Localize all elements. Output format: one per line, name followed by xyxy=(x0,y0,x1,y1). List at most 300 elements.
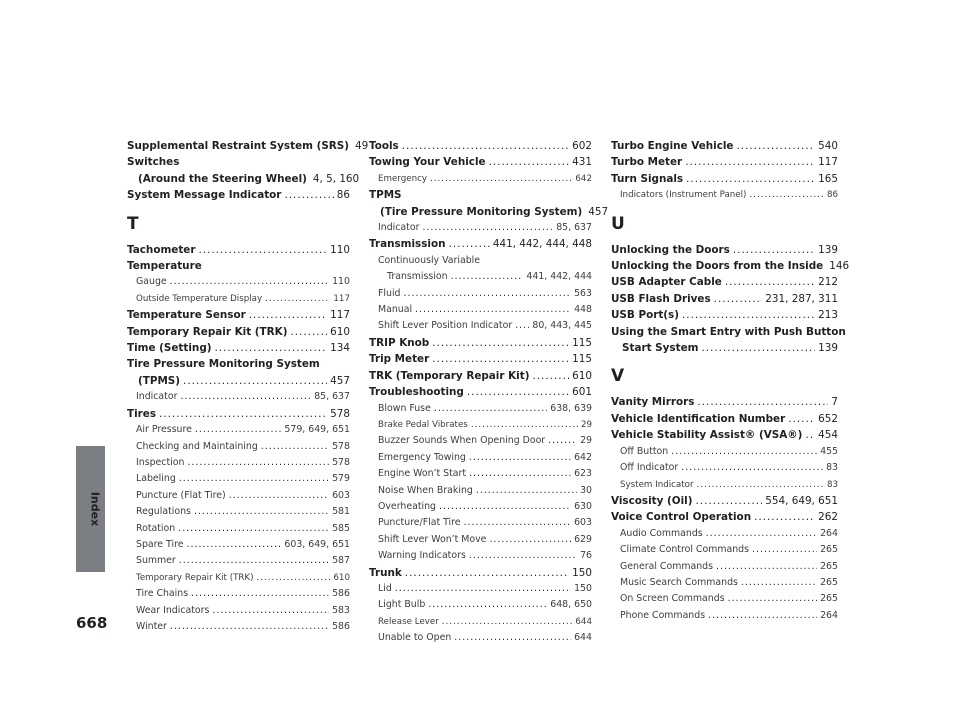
dot-leader xyxy=(257,570,331,586)
index-entry-term: Unlocking the Doors xyxy=(611,243,730,256)
index-entry-pages: 76 xyxy=(580,550,592,562)
index-entry-pages: 265 xyxy=(820,560,838,572)
index-entry-pages: 110 xyxy=(332,276,350,288)
index-entry-pages: 583 xyxy=(332,604,350,616)
dot-leader xyxy=(432,351,569,367)
index-entry-pages: 644 xyxy=(574,632,592,644)
index-entry-pages: 117 xyxy=(333,293,350,304)
index-entry xyxy=(127,324,350,340)
index-entry-pages: 134 xyxy=(330,342,350,355)
index-entry xyxy=(611,291,838,307)
dot-leader xyxy=(805,427,815,443)
index-entry-pages: 441, 442, 444 xyxy=(526,271,592,283)
index-entry-pages: 262 xyxy=(818,511,838,524)
dot-leader xyxy=(532,368,569,384)
index-entry xyxy=(369,154,592,170)
index-entry-pages: 115 xyxy=(572,336,592,349)
index-entry xyxy=(611,307,838,323)
index-entry xyxy=(611,274,838,290)
index-entry-term: On Screen Commands xyxy=(620,593,725,605)
index-entry xyxy=(127,521,350,537)
index-entry xyxy=(127,138,369,154)
index-entry xyxy=(127,307,350,323)
index-entry xyxy=(369,269,592,285)
dot-leader xyxy=(284,187,333,203)
index-entry-term: Unlocking the Doors from the Inside xyxy=(611,260,824,273)
dot-leader xyxy=(469,450,571,466)
index-entry xyxy=(127,356,350,372)
index-entry-term: (Around the Steering Wheel) xyxy=(138,172,307,185)
index-entry-term: Turbo Engine Vehicle xyxy=(611,140,734,152)
index-entry xyxy=(369,138,592,154)
index-entry xyxy=(611,575,838,591)
index-entry xyxy=(127,258,350,274)
index-entry xyxy=(369,614,592,630)
index-entry-pages: 578 xyxy=(330,407,350,420)
index-entry-pages: 265 xyxy=(820,593,838,605)
index-entry-pages: 146 xyxy=(829,260,850,273)
index-entry xyxy=(127,586,350,602)
index-entry xyxy=(127,291,350,307)
index-entry-pages: 117 xyxy=(818,156,838,169)
index-entry-term: Blown Fuse xyxy=(378,402,431,414)
dot-leader xyxy=(183,373,327,389)
dot-leader xyxy=(187,455,329,471)
index-entry xyxy=(127,570,350,586)
index-entry xyxy=(369,204,609,220)
index-entry-term: Air Pressure xyxy=(136,424,192,436)
index-entry-term: Trunk xyxy=(369,566,402,579)
index-entry-term: Audio Commands xyxy=(620,527,703,539)
dot-leader xyxy=(736,138,815,154)
dot-leader xyxy=(404,286,572,302)
index-entry-term: Temperature Sensor xyxy=(127,309,246,322)
index-entry-pages: 150 xyxy=(574,582,592,594)
index-entry-term: Viscosity (Oil) xyxy=(611,494,693,507)
dot-leader xyxy=(716,559,817,575)
index-entry xyxy=(369,384,592,400)
index-entry xyxy=(127,171,360,187)
dot-leader xyxy=(697,394,828,410)
index-entry-term: Off Button xyxy=(620,445,669,457)
dot-leader xyxy=(415,302,571,318)
index-entry xyxy=(611,258,850,274)
index-entry-pages: 601 xyxy=(572,386,592,399)
index-entry-pages: 30 xyxy=(580,484,592,496)
index-entry-term: Buzzer Sounds When Opening Door xyxy=(378,435,546,447)
index-entry-pages: 29 xyxy=(580,419,592,430)
dot-leader xyxy=(229,488,329,504)
index-entry-term: Rotation xyxy=(136,522,176,534)
index-entry-pages: 264 xyxy=(820,527,838,539)
index-entry-term: Emergency Towing xyxy=(378,451,466,463)
index-entry-term: General Commands xyxy=(620,560,713,572)
index-entry-pages: 85, 637 xyxy=(314,391,350,403)
index-entry-term: System Indicator xyxy=(620,479,694,490)
index-entry-pages: 139 xyxy=(818,243,838,256)
index-entry xyxy=(611,526,838,542)
index-entry-term: Climate Control Commands xyxy=(620,544,749,556)
index-entry xyxy=(611,509,838,525)
index-entry-pages: 563 xyxy=(574,287,592,299)
index-entry xyxy=(611,477,838,493)
dot-leader xyxy=(471,417,578,433)
index-entry xyxy=(369,253,592,269)
index-entry-pages: 642 xyxy=(574,451,592,463)
index-entry-pages: 448 xyxy=(574,304,592,316)
index-entry-term: Time (Setting) xyxy=(127,342,212,355)
index-entry xyxy=(127,504,350,520)
index-entry-pages: 457 xyxy=(588,205,609,218)
index-entry-term: Vehicle Identification Number xyxy=(611,412,786,425)
index-entry xyxy=(611,493,838,509)
index-entry xyxy=(369,302,592,318)
index-entry-pages: 554, 649, 651 xyxy=(765,494,838,507)
index-entry-pages: 431 xyxy=(572,156,592,169)
index-entry-term: USB Adapter Cable xyxy=(611,276,722,289)
index-entry-term: Turbo Meter xyxy=(611,156,683,169)
index-section-label: Index xyxy=(88,491,102,527)
index-entry-term: Inspection xyxy=(136,456,185,468)
index-entry-term: Trip Meter xyxy=(369,353,430,366)
index-entry-term: TPMS xyxy=(369,189,402,202)
index-entry-pages: 652 xyxy=(818,412,838,425)
index-entry-pages: 455 xyxy=(820,445,838,457)
index-entry xyxy=(369,335,592,351)
dot-leader xyxy=(180,389,311,405)
index-entry xyxy=(127,488,350,504)
index-entry-pages: 610 xyxy=(572,369,592,382)
index-entry-pages: 86 xyxy=(826,190,838,201)
index-entry-pages: 587 xyxy=(332,555,350,567)
index-entry-pages: 264 xyxy=(820,609,838,621)
index-entry xyxy=(127,471,350,487)
index-entry-term: Transmission xyxy=(387,271,448,283)
index-entry-pages: 83 xyxy=(826,462,838,474)
index-entry-pages: 602 xyxy=(572,140,592,152)
dot-leader xyxy=(187,537,282,553)
index-entry-term: Noise When Braking xyxy=(378,484,473,496)
index-entry-term: Labeling xyxy=(136,473,176,485)
dot-leader xyxy=(191,586,329,602)
index-entry-term: Tire Pressure Monitoring System xyxy=(127,358,320,371)
index-entry xyxy=(611,187,838,203)
index-entry-term: Warning Indicators xyxy=(378,550,466,562)
index-entry-pages: 586 xyxy=(332,588,350,600)
index-entry xyxy=(369,483,592,499)
index-entry xyxy=(369,466,592,482)
dot-leader xyxy=(686,171,815,187)
index-entry-term: Light Bulb xyxy=(378,599,426,611)
index-entry xyxy=(369,236,592,252)
index-entry-pages: 86 xyxy=(336,189,350,202)
dot-leader xyxy=(714,291,763,307)
index-entry-term: Indicator xyxy=(136,391,178,403)
index-entry xyxy=(369,187,592,203)
index-entry xyxy=(127,422,350,438)
index-entry-pages: 213 xyxy=(818,309,838,322)
index-entry xyxy=(127,242,350,258)
index-entry-pages: 610 xyxy=(333,572,350,583)
index-entry xyxy=(369,417,592,433)
index-letter-heading: T xyxy=(127,213,139,234)
dot-leader xyxy=(402,138,569,154)
index-entry-term: Transmission xyxy=(369,238,446,251)
dot-leader xyxy=(178,521,329,537)
index-entry-term: Fluid xyxy=(378,287,401,299)
index-entry-term: TRK (Temporary Repair Kit) xyxy=(369,369,530,382)
index-entry-term: Gauge xyxy=(136,276,167,288)
index-entry xyxy=(127,340,350,356)
index-entry-pages: 29 xyxy=(580,435,592,447)
index-entry-term: Tires xyxy=(127,407,157,420)
index-entry-term: USB Port(s) xyxy=(611,309,679,322)
index-column-1 xyxy=(127,138,369,635)
dot-leader xyxy=(422,220,553,236)
index-entry xyxy=(611,559,838,575)
index-entry xyxy=(369,581,592,597)
index-entry xyxy=(611,608,838,624)
dot-leader xyxy=(489,154,570,170)
index-entry-pages: 441, 442, 444, 448 xyxy=(492,238,592,251)
index-entry xyxy=(127,154,350,170)
dot-leader xyxy=(725,274,815,290)
index-entry-term: Checking and Maintaining xyxy=(136,440,258,452)
index-entry xyxy=(127,537,350,553)
dot-leader xyxy=(290,324,327,340)
index-entry-term: Troubleshooting xyxy=(369,386,464,399)
index-entry-pages: 454 xyxy=(818,429,838,442)
index-entry-term: Start System xyxy=(622,342,699,355)
index-entry xyxy=(611,591,838,607)
dot-leader xyxy=(249,307,327,323)
index-entry-term: Vanity Mirrors xyxy=(611,396,695,409)
index-entry-term: USB Flash Drives xyxy=(611,292,711,305)
dot-leader xyxy=(428,597,547,613)
index-entry xyxy=(611,171,838,187)
index-entry xyxy=(127,619,350,635)
index-entry xyxy=(369,548,592,564)
index-entry-term: Vehicle Stability Assist® (VSA®) xyxy=(611,429,803,442)
index-entry-pages: 603 xyxy=(574,517,592,529)
index-entry-pages: 623 xyxy=(574,468,592,480)
index-entry-term: Temporary Repair Kit (TRK) xyxy=(136,572,254,583)
index-entry xyxy=(127,406,350,422)
index-entry xyxy=(369,630,592,646)
index-entry-term: Tachometer xyxy=(127,243,196,256)
index-entry-pages: 540 xyxy=(818,140,838,152)
dot-leader xyxy=(449,236,490,252)
index-entry-term: Indicator xyxy=(378,222,420,234)
index-entry-pages: 578 xyxy=(332,456,350,468)
index-entry-term: Overheating xyxy=(378,500,437,512)
index-entry-term: (TPMS) xyxy=(138,374,181,387)
index-entry xyxy=(611,340,838,356)
index-entry xyxy=(611,444,838,460)
index-entry-term: Regulations xyxy=(136,506,191,518)
index-letter-heading: U xyxy=(611,213,625,234)
dot-leader xyxy=(170,619,329,635)
index-entry xyxy=(369,450,592,466)
index-entry-pages: 150 xyxy=(572,566,592,579)
dot-leader xyxy=(261,439,329,455)
index-entry-pages: 115 xyxy=(572,353,592,366)
index-entry-term: Continuously Variable xyxy=(378,254,481,266)
index-entry xyxy=(611,411,838,427)
dot-leader xyxy=(265,291,330,307)
index-entry-pages: 139 xyxy=(818,342,838,355)
index-entry-term: Turn Signals xyxy=(611,172,684,185)
dot-leader xyxy=(469,548,577,564)
index-entry-term: System Message Indicator xyxy=(127,189,282,202)
dot-leader xyxy=(489,532,571,548)
index-entry-term: Spare Tire xyxy=(136,538,184,550)
index-entry-term: Brake Pedal Vibrates xyxy=(378,419,468,430)
dot-leader xyxy=(682,307,815,323)
index-entry xyxy=(369,433,592,449)
index-entry-pages: 581 xyxy=(332,506,350,518)
index-entry xyxy=(611,460,838,476)
index-entry xyxy=(611,324,846,340)
index-entry-term: Phone Commands xyxy=(620,609,706,621)
dot-leader xyxy=(548,433,577,449)
index-entry xyxy=(369,401,592,417)
dot-leader xyxy=(454,630,571,646)
index-entry xyxy=(611,427,838,443)
index-entry-term: Shift Lever Position Indicator xyxy=(378,320,513,332)
index-entry-term: Temporary Repair Kit (TRK) xyxy=(127,325,288,338)
index-entry-term: Off Indicator xyxy=(620,462,679,474)
index-entry xyxy=(127,553,350,569)
index-entry-term: Tools xyxy=(369,140,399,152)
index-entry-term: Engine Won’t Start xyxy=(378,468,467,480)
dot-leader xyxy=(708,608,817,624)
dot-leader xyxy=(170,274,329,290)
index-entry-pages: 630 xyxy=(574,500,592,512)
index-entry-term: Puncture (Flat Tire) xyxy=(136,489,226,501)
index-entry-term: Temperature xyxy=(127,260,202,273)
index-entry-term: Puncture/Flat Tire xyxy=(378,517,461,529)
index-entry-pages: 231, 287, 311 xyxy=(765,292,838,305)
index-entry-pages: 610 xyxy=(330,325,350,338)
dot-leader xyxy=(469,466,571,482)
index-entry-pages: 586 xyxy=(332,620,350,632)
index-entry xyxy=(127,274,350,290)
index-entry-term: Emergency xyxy=(378,173,427,184)
index-entry xyxy=(611,154,838,170)
index-entry xyxy=(127,455,350,471)
index-entry-pages: 212 xyxy=(818,276,838,289)
index-entry-pages: 7 xyxy=(831,396,838,409)
dot-leader xyxy=(430,171,572,187)
index-entry-term: Lid xyxy=(378,582,392,594)
index-entry-pages: 85, 637 xyxy=(556,222,592,234)
index-entry-pages: 579 xyxy=(332,473,350,485)
dot-leader xyxy=(212,603,329,619)
index-letter-heading: V xyxy=(611,366,625,387)
dot-leader xyxy=(442,614,573,630)
dot-leader xyxy=(752,542,817,558)
index-entry xyxy=(611,138,838,154)
index-entry xyxy=(369,318,592,334)
dot-leader xyxy=(179,471,329,487)
index-entry-term: Using the Smart Entry with Push Button xyxy=(611,325,846,338)
index-entry-pages: 80, 443, 445 xyxy=(532,320,592,332)
index-entry xyxy=(611,542,838,558)
dot-leader xyxy=(701,340,815,356)
dot-leader xyxy=(405,565,569,581)
index-entry-term: Shift Lever Won’t Move xyxy=(378,533,487,545)
dot-leader xyxy=(215,340,328,356)
dot-leader xyxy=(159,406,327,422)
index-entry-pages: 585 xyxy=(332,522,350,534)
index-entry-term: Unable to Open xyxy=(378,632,452,644)
index-entry-pages: 603 xyxy=(332,489,350,501)
dot-leader xyxy=(467,384,569,400)
dot-leader xyxy=(728,591,818,607)
index-entry-pages: 638, 639 xyxy=(550,402,592,414)
index-entry xyxy=(369,351,592,367)
index-entry xyxy=(127,439,350,455)
index-entry-pages: 578 xyxy=(332,440,350,452)
dot-leader xyxy=(697,477,824,493)
dot-leader xyxy=(198,242,327,258)
index-entry xyxy=(369,368,592,384)
index-entry xyxy=(127,389,350,405)
dot-leader xyxy=(749,187,823,203)
index-entry-term: TRIP Knob xyxy=(369,336,430,349)
index-entry-pages: 165 xyxy=(818,172,838,185)
index-entry xyxy=(611,394,838,410)
index-entry xyxy=(369,499,592,515)
index-entry-pages: 603, 649, 651 xyxy=(284,538,350,550)
index-entry-term: Tire Chains xyxy=(136,588,189,600)
index-entry-term: Switches xyxy=(127,156,180,169)
dot-leader xyxy=(439,499,571,515)
dot-leader xyxy=(706,526,817,542)
dot-leader xyxy=(741,575,817,591)
dot-leader xyxy=(432,335,569,351)
index-entry-pages: 4, 5, 160 xyxy=(312,172,360,185)
index-entry-term: Release Lever xyxy=(378,616,439,627)
index-entry xyxy=(611,242,838,258)
dot-leader xyxy=(451,269,524,285)
dot-leader xyxy=(194,504,329,520)
index-entry-pages: 579, 649, 651 xyxy=(284,424,350,436)
index-entry xyxy=(127,187,350,203)
dot-leader xyxy=(476,483,577,499)
dot-leader xyxy=(695,493,762,509)
dot-leader xyxy=(733,242,815,258)
dot-leader xyxy=(434,401,547,417)
index-entry-pages: 457 xyxy=(330,374,350,387)
dot-leader xyxy=(515,318,529,334)
index-entry xyxy=(127,603,350,619)
dot-leader xyxy=(681,460,823,476)
index-entry-pages: 642 xyxy=(575,173,592,184)
index-entry-pages: 648, 650 xyxy=(550,599,592,611)
dot-leader xyxy=(395,581,571,597)
index-entry-term: (Tire Pressure Monitoring System) xyxy=(380,205,583,218)
index-entry xyxy=(369,220,592,236)
index-entry-term: Indicators (Instrument Panel) xyxy=(620,190,747,201)
index-entry xyxy=(369,565,592,581)
index-entry-term: Manual xyxy=(378,304,413,316)
index-entry-pages: 265 xyxy=(820,576,838,588)
dot-leader xyxy=(195,422,282,438)
index-entry-term: Music Search Commands xyxy=(620,576,738,588)
dot-leader xyxy=(464,515,572,531)
